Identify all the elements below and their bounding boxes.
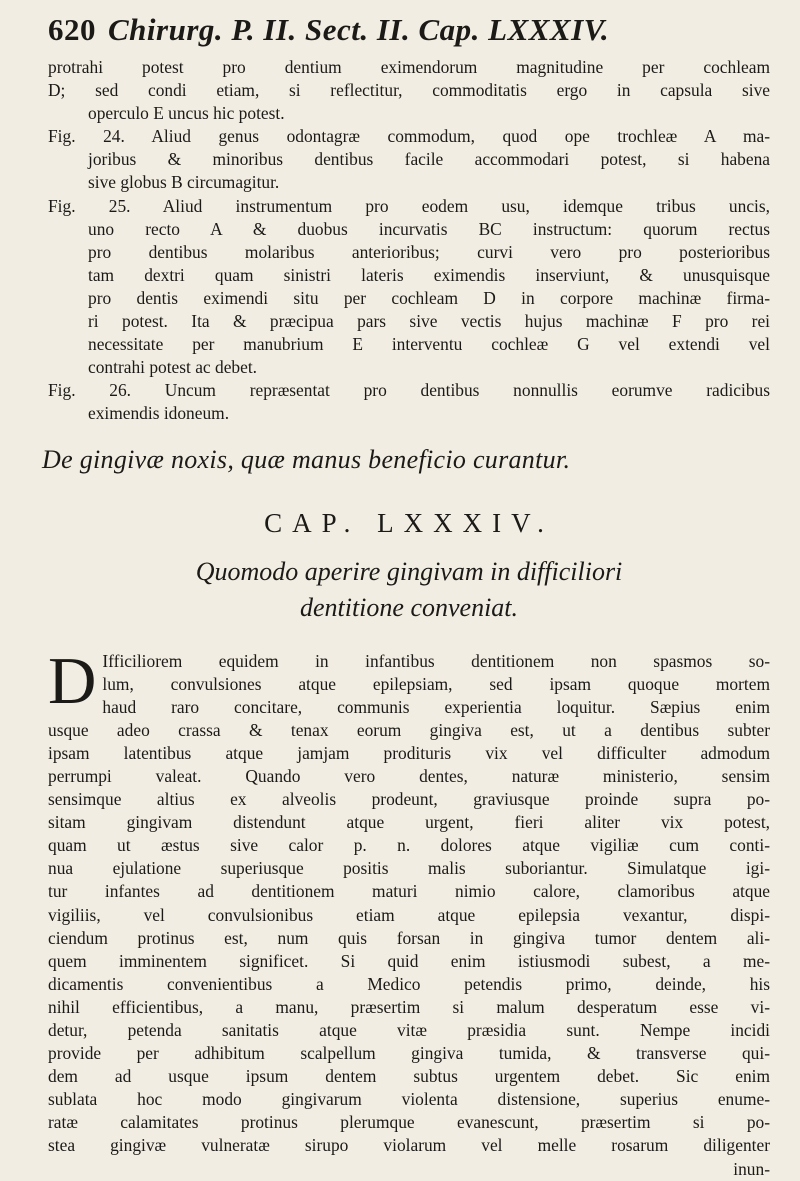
- subtitle-line: Quomodo aperire gingivam in difficiliori: [195, 556, 623, 586]
- text-line: Ifficiliorem equidem in infantibus dentitionem non spasmos so-: [102, 650, 770, 671]
- chapter-heading: CAP. LXXXIV.: [264, 507, 554, 538]
- catchword: inun-: [733, 1158, 770, 1179]
- text-line: joribus & minoribus dentibus facile accommodari potest, si habena: [88, 149, 770, 170]
- text-line: quem imminentem significet. Si quid enim istiusmodi subest, a me-: [48, 950, 770, 971]
- drop-cap: D: [48, 643, 97, 718]
- text-line: ciendum protinus est, num quis forsan in gingiva tumor dentem ali-: [48, 927, 770, 948]
- text-line: sublata hoc modo gingivarum violenta distensione, superius enume-: [48, 1089, 770, 1110]
- text-line: ipsam latentibus atque jamjam prodituris vix vel difficulter admodum: [48, 742, 770, 763]
- section-title: De gingivæ noxis, quæ manus beneficio curantur.: [42, 444, 571, 474]
- text-line: contrahi potest ac debet.: [88, 357, 258, 378]
- chapter-body: [48, 643, 770, 1181]
- text-line: dicamentis convenientibus a Medico petendis primo, deinde, his: [48, 973, 770, 994]
- text-line: stea gingivæ vulneratæ sirupo violarum vel melle rosarum diligenter: [48, 1135, 770, 1156]
- chapter-subtitle: [48, 554, 770, 626]
- text-line: ratæ calamitates protinus plerumque evanescunt, præsertim si po-: [48, 1112, 770, 1133]
- text-line: haud raro concitare, communis experientia loquitur. Sæpius enim: [102, 696, 770, 717]
- text-line: D; sed condi etiam, si reflectitur, commoditatis ergo in capsula sive: [48, 80, 770, 101]
- text-line: protrahi potest pro dentium eximendorum magnitudine per cochleam: [48, 57, 770, 77]
- text-line: ri potest. Ita & præcipua pars sive vectis hujus machinæ F pro rei: [88, 311, 770, 332]
- subtitle-line: dentitione conveniat.: [299, 592, 519, 622]
- running-head: [48, 12, 770, 52]
- text-line: operculo E uncus hic potest.: [88, 103, 285, 124]
- text-line: nihil efficientibus, a manu, præsertim si malum desperatum esse vi-: [48, 996, 770, 1017]
- text-line: quam ut æstus sive calor p. n. dolores atque vigiliæ cum conti-: [48, 835, 770, 856]
- text-line: provide per adhibitum scalpellum gingiva tumida, & transverse qui-: [48, 1043, 770, 1064]
- page-number: 620: [48, 12, 96, 47]
- book-page: [42, 12, 770, 1179]
- text-line: nua ejulatione superiusque positis malis suboriantur. Simulatque igi-: [48, 858, 770, 879]
- text-line: Fig. 24. Aliud genus odontagræ commodum, quod ope trochleæ A ma-: [48, 126, 770, 147]
- text-line: dem ad usque ipsum dentem subtus urgentem debet. Sic enim: [48, 1066, 770, 1087]
- text-line: usque adeo crassa & tenax eorum gingiva est, ut a dentibus subter: [48, 719, 770, 740]
- text-line: sive globus B circumagitur.: [88, 172, 280, 193]
- text-line: perrumpi valeat. Quando vero dentes, naturæ ministerio, sensim: [48, 765, 770, 786]
- text-line: detur, petenda sanitatis atque vitæ præsidia sunt. Nempe incidi: [48, 1020, 770, 1040]
- text-line: sensimque altius ex alveolis prodeunt, graviusque proinde supra po-: [48, 789, 770, 810]
- text-line: tur infantes ad dentitionem maturi nimio calore, clamoribus atque: [48, 881, 770, 902]
- text-line: vigiliis, vel convulsionibus etiam atque epilepsia vexantur, dispi-: [48, 904, 770, 925]
- text-line: necessitate per manubrium E interventu cochleæ G vel extendi vel: [88, 334, 770, 355]
- text-line: lum, convulsiones atque epilepsiam, sed ipsam quoque mortem: [102, 673, 770, 694]
- text-line: pro dentis eximendi situ per cochleam D in corpore machinæ firma-: [88, 287, 770, 308]
- text-line: uno recto A & duobus incurvatis BC instructum: quorum rectus: [88, 218, 770, 239]
- text-line: tam dextri quam sinistri lateris eximendis inserviunt, & unusquisque: [88, 264, 770, 285]
- text-line: eximendis idoneum.: [88, 403, 230, 424]
- text-line: Fig. 26. Uncum repræsentat pro dentibus nonnullis eorumve radicibus: [48, 380, 770, 401]
- text-line: pro dentibus molaribus anterioribus; curvi vero pro posterioribus: [88, 241, 770, 262]
- running-title: Chirurg. P. II. Sect. II. Cap. LXXXIV.: [108, 12, 610, 47]
- text-line: Fig. 25. Aliud instrumentum pro eodem usu, idemque tribus uncis,: [48, 195, 770, 216]
- figure-descriptions: [48, 56, 770, 426]
- text-line: sitam gingivam distendunt atque urgent, fieri aliter vix potest,: [48, 812, 770, 833]
